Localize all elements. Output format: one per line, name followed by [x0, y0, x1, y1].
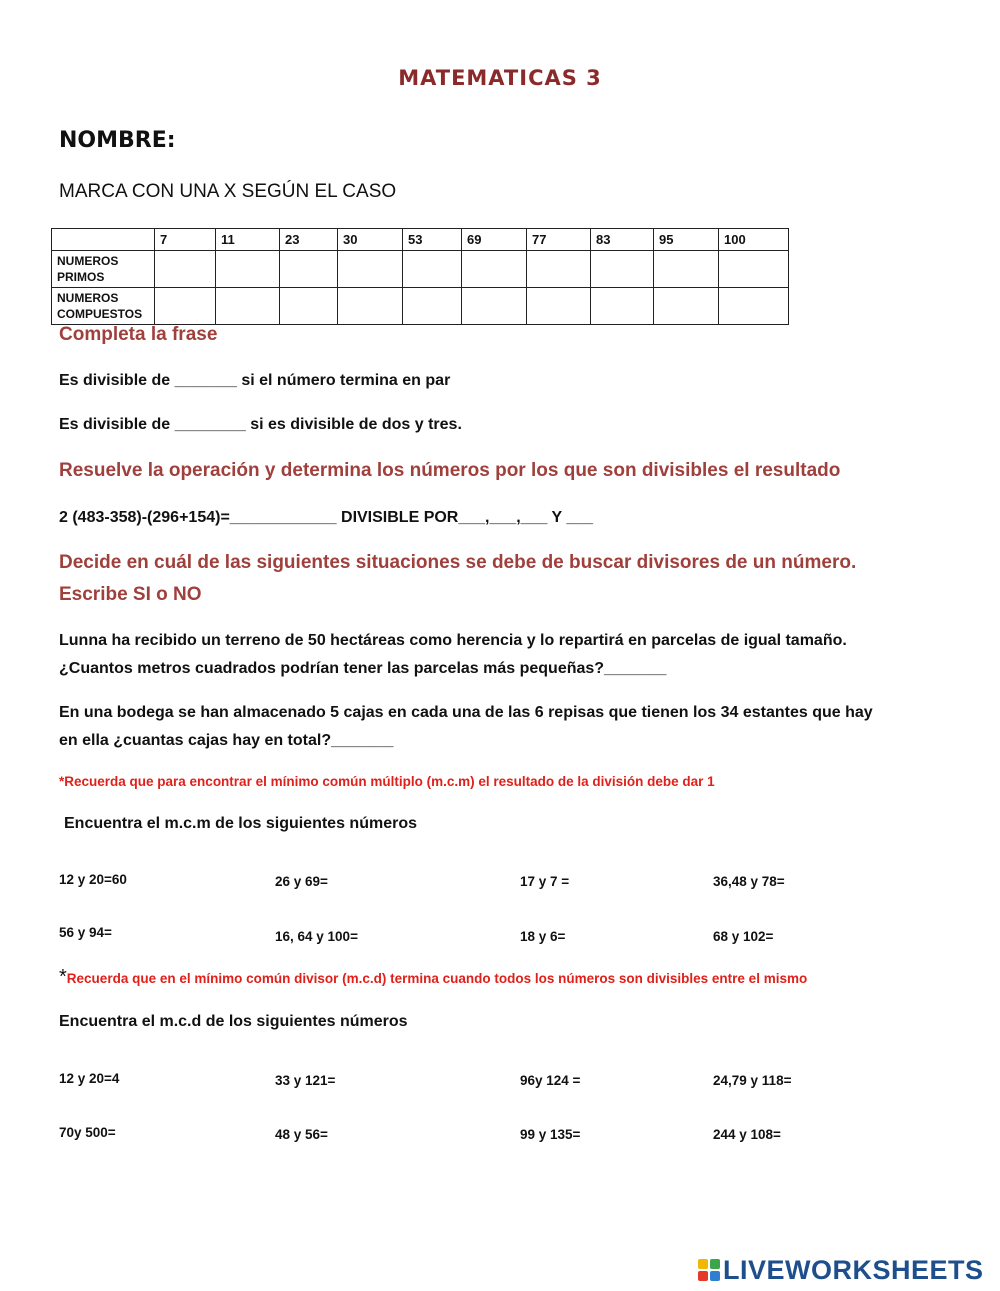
- complete-heading: Completa la frase: [59, 324, 218, 345]
- answer-cell[interactable]: [403, 288, 462, 325]
- problem-1-line-1: Lunna ha recibido un terreno de 50 hectáreas como herencia y lo repartirá en parcelas de igual tamaño.: [59, 632, 847, 649]
- answer-cell[interactable]: [462, 251, 527, 288]
- table-row-primes: [52, 251, 789, 288]
- mcm-item: 17 y 7 =: [520, 874, 570, 889]
- mcd-note: Recuerda que en el mínimo común divisor (m.c.d) termina cuando todos los números son divisibles entre el mismo: [66, 971, 808, 986]
- decide-heading-line-1: Decide en cuál de las siguientes situaciones se debe de buscar divisores de un número.: [59, 552, 857, 573]
- mcd-item: 70y 500=: [59, 1125, 116, 1140]
- table-instruction: MARCA CON UNA X SEGÚN EL CASO: [59, 181, 397, 202]
- number-header: 95: [654, 229, 719, 251]
- operation-line: 2 (483-358)-(296+154)=____________ DIVISIBLE POR___,___,___ Y ___: [59, 509, 594, 526]
- number-header: 7: [155, 229, 216, 251]
- answer-cell[interactable]: [280, 288, 338, 325]
- mcd-item: 48 y 56=: [275, 1127, 328, 1142]
- mcd-heading: Encuentra el m.c.d de los siguientes números: [59, 1013, 408, 1030]
- operation-heading: Resuelve la operación y determina los números por los que son divisibles el resultado: [59, 460, 841, 481]
- mcd-item: 24,79 y 118=: [713, 1073, 792, 1088]
- number-header: 30: [338, 229, 403, 251]
- name-label: NOMBRE:: [59, 128, 176, 153]
- mcm-item: 36,48 y 78=: [713, 874, 785, 889]
- mcm-item: 16, 64 y 100=: [275, 929, 358, 944]
- number-header: 100: [719, 229, 789, 251]
- table-row-composites: [52, 288, 789, 325]
- mcm-item: 18 y 6=: [520, 929, 566, 944]
- mcm-heading: Encuentra el m.c.m de los siguientes números: [64, 815, 417, 832]
- answer-cell[interactable]: [654, 288, 719, 325]
- answer-cell[interactable]: [527, 288, 591, 325]
- answer-cell[interactable]: [216, 288, 280, 325]
- table-header-row: [52, 229, 789, 251]
- mcd-item: 99 y 135=: [520, 1127, 581, 1142]
- mcm-item: 12 y 20=60: [59, 872, 127, 887]
- number-header: 23: [280, 229, 338, 251]
- answer-cell[interactable]: [155, 288, 216, 325]
- mcm-note: *Recuerda que para encontrar el mínimo común múltiplo (m.c.m) el resultado de la división debe dar 1: [59, 774, 715, 789]
- answer-cell[interactable]: [403, 251, 462, 288]
- complete-line-1: Es divisible de _______ si el número termina en par: [59, 372, 451, 389]
- mcd-item: 12 y 20=4: [59, 1071, 120, 1086]
- answer-cell[interactable]: [462, 288, 527, 325]
- logo-square: [710, 1259, 720, 1269]
- problem-2-line-2: en ella ¿cuantas cajas hay en total?_______: [59, 732, 394, 749]
- problem-2-line-1: En una bodega se han almacenado 5 cajas en cada una de las 6 repisas que tienen los 34 estantes que hay: [59, 704, 873, 721]
- mcd-item: 244 y 108=: [713, 1127, 781, 1142]
- answer-cell[interactable]: [654, 251, 719, 288]
- problem-1-line-2: ¿Cuantos metros cuadrados podrían tener las parcelas más pequeñas?_______: [59, 660, 667, 677]
- answer-cell[interactable]: [216, 251, 280, 288]
- worksheet-title: MATEMATICAS 3: [398, 66, 602, 90]
- logo-text: LIVEWORKSHEETS: [723, 1254, 984, 1285]
- logo-square: [698, 1259, 708, 1269]
- number-header: 69: [462, 229, 527, 251]
- mcd-item: 96y 124 =: [520, 1073, 581, 1088]
- prime-composite-table: [51, 228, 789, 325]
- row-label-primes: NUMEROS PRIMOS: [52, 251, 155, 288]
- mcm-item: 68 y 102=: [713, 929, 774, 944]
- logo-square: [710, 1271, 720, 1281]
- number-header: 53: [403, 229, 462, 251]
- number-header: 83: [591, 229, 654, 251]
- mcd-note-line: [59, 966, 807, 989]
- answer-cell[interactable]: [280, 251, 338, 288]
- liveworksheets-logo-icon: [698, 1259, 720, 1281]
- answer-cell[interactable]: [155, 251, 216, 288]
- mcm-item: 56 y 94=: [59, 925, 112, 940]
- logo-square: [698, 1271, 708, 1281]
- answer-cell[interactable]: [591, 251, 654, 288]
- liveworksheets-logo[interactable]: [698, 1254, 984, 1286]
- asterisk: *: [59, 966, 67, 988]
- answer-cell[interactable]: [527, 251, 591, 288]
- answer-cell[interactable]: [719, 251, 789, 288]
- answer-cell[interactable]: [719, 288, 789, 325]
- row-label-composites: NUMEROS COMPUESTOS: [52, 288, 155, 325]
- answer-cell[interactable]: [338, 251, 403, 288]
- answer-cell[interactable]: [591, 288, 654, 325]
- number-header: 77: [527, 229, 591, 251]
- answer-cell[interactable]: [338, 288, 403, 325]
- number-header: 11: [216, 229, 280, 251]
- complete-line-2: Es divisible de ________ si es divisible de dos y tres.: [59, 416, 462, 433]
- table-corner-cell: [52, 229, 155, 251]
- mcd-item: 33 y 121=: [275, 1073, 336, 1088]
- decide-heading-line-2: Escribe SI o NO: [59, 584, 202, 605]
- mcm-item: 26 y 69=: [275, 874, 328, 889]
